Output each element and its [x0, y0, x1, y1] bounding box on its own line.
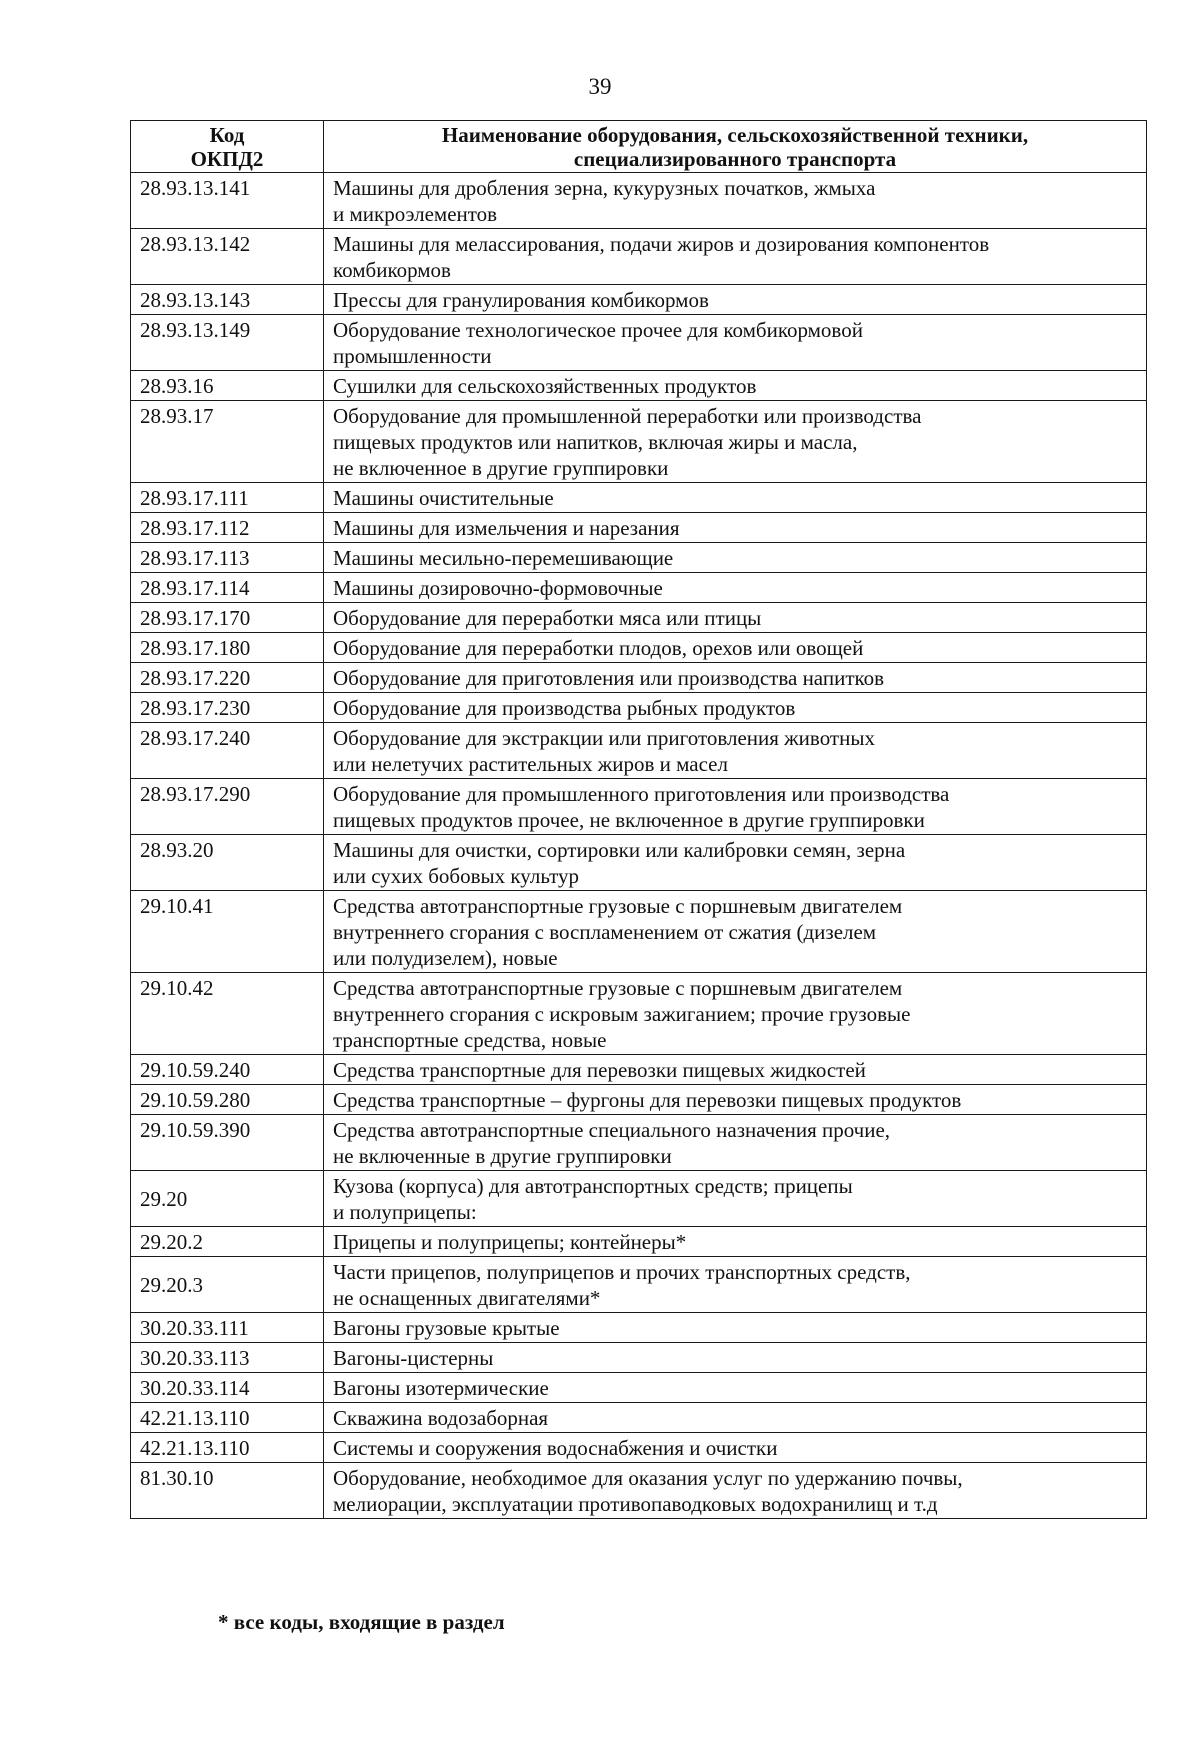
header-name: Наименование оборудования, сельскохозяйственной техники, специализированного транспорта: [324, 121, 1147, 173]
okpd2-code-cell: 30.20.33.113: [131, 1343, 324, 1373]
table-row: [131, 973, 1147, 1055]
okpd2-code-cell: 42.21.13.110: [131, 1433, 324, 1463]
equipment-name-cell: Машины месильно-перемешивающие: [324, 543, 1147, 573]
equipment-name-cell: Машины очистительные: [324, 483, 1147, 513]
table-row: [131, 835, 1147, 891]
equipment-name-cell: Оборудование для переработки мяса или птицы: [324, 603, 1147, 633]
okpd2-code-cell: 28.93.17.111: [131, 483, 324, 513]
table-row: [131, 723, 1147, 779]
okpd2-code-cell: 28.93.16: [131, 371, 324, 401]
okpd2-code-cell: 81.30.10: [131, 1463, 324, 1519]
okpd2-code-cell: 28.93.13.143: [131, 285, 324, 315]
okpd2-code-cell: 28.93.13.141: [131, 173, 324, 229]
okpd2-code-cell: 42.21.13.110: [131, 1403, 324, 1433]
equipment-name-cell: Средства транспортные – фургоны для перевозки пищевых продуктов: [324, 1085, 1147, 1115]
equipment-name-cell: Части прицепов, полуприцепов и прочих транспортных средств, не оснащенных двигателями*: [324, 1257, 1147, 1313]
okpd2-code-cell: 29.10.59.390: [131, 1115, 324, 1171]
table-row: [131, 229, 1147, 285]
equipment-name-cell: Прессы для гранулирования комбикормов: [324, 285, 1147, 315]
table-row: [131, 285, 1147, 315]
table-row: [131, 693, 1147, 723]
table-row: [131, 1373, 1147, 1403]
equipment-name-cell: Оборудование для производства рыбных продуктов: [324, 693, 1147, 723]
okpd2-code-cell: 28.93.17.114: [131, 573, 324, 603]
table-row: [131, 573, 1147, 603]
equipment-name-cell: Кузова (корпуса) для автотранспортных средств; прицепы и полуприцепы:: [324, 1171, 1147, 1227]
table-row: [131, 1227, 1147, 1257]
table-row: [131, 663, 1147, 693]
okpd2-code-cell: 29.10.59.280: [131, 1085, 324, 1115]
header-code: Код ОКПД2: [131, 121, 324, 173]
equipment-name-cell: Вагоны-цистерны: [324, 1343, 1147, 1373]
table-row: [131, 401, 1147, 483]
table-row: [131, 1115, 1147, 1171]
table-row: [131, 483, 1147, 513]
table-header-row: [131, 121, 1147, 173]
table-row: [131, 1343, 1147, 1373]
okpd2-code-cell: 28.93.17.113: [131, 543, 324, 573]
table-row: [131, 1313, 1147, 1343]
equipment-name-cell: Оборудование для промышленной переработки или производства пищевых продуктов или напитков, включая жиры и масла, не включенное в другие группировки: [324, 401, 1147, 483]
okpd2-code-cell: 29.10.42: [131, 973, 324, 1055]
equipment-name-cell: Вагоны изотермические: [324, 1373, 1147, 1403]
table-row: [131, 1463, 1147, 1519]
equipment-name-cell: Машины для мелассирования, подачи жиров и дозирования компонентов комбикормов: [324, 229, 1147, 285]
equipment-name-cell: Прицепы и полуприцепы; контейнеры*: [324, 1227, 1147, 1257]
okpd2-code-cell: 28.93.17.240: [131, 723, 324, 779]
equipment-name-cell: Оборудование для экстракции или приготовления животных или нелетучих растительных жиров и масел: [324, 723, 1147, 779]
table-row: [131, 779, 1147, 835]
equipment-name-cell: Средства транспортные для перевозки пищевых жидкостей: [324, 1055, 1147, 1085]
equipment-name-cell: Машины для очистки, сортировки или калибровки семян, зерна или сухих бобовых культур: [324, 835, 1147, 891]
equipment-name-cell: Машины дозировочно-формовочные: [324, 573, 1147, 603]
okpd2-code-cell: 28.93.13.149: [131, 315, 324, 371]
equipment-name-cell: Оборудование для промышленного приготовления или производства пищевых продуктов прочее, не включенное в другие группировки: [324, 779, 1147, 835]
okpd2-code-cell: 29.20.3: [131, 1257, 324, 1313]
okpd2-code-cell: 28.93.17.170: [131, 603, 324, 633]
table-row: [131, 1085, 1147, 1115]
equipment-name-cell: Оборудование, необходимое для оказания услуг по удержанию почвы, мелиорации, эксплуатации противопаводковых водохранилищ и т.д: [324, 1463, 1147, 1519]
okpd2-code-cell: 29.20.2: [131, 1227, 324, 1257]
page-number: 39: [588, 74, 612, 99]
okpd2-code-cell: 28.93.17: [131, 401, 324, 483]
table-row: [131, 633, 1147, 663]
equipment-name-cell: Скважина водозаборная: [324, 1403, 1147, 1433]
okpd2-code-cell: 28.93.17.290: [131, 779, 324, 835]
okpd2-code-cell: 29.10.41: [131, 891, 324, 973]
equipment-name-cell: Системы и сооружения водоснабжения и очистки: [324, 1433, 1147, 1463]
table-row: [131, 315, 1147, 371]
okpd2-code-cell: 28.93.13.142: [131, 229, 324, 285]
table-row: [131, 1403, 1147, 1433]
table-row: [131, 371, 1147, 401]
okpd2-code-cell: 29.20: [131, 1171, 324, 1227]
equipment-name-cell: Оборудование для переработки плодов, орехов или овощей: [324, 633, 1147, 663]
okpd2-code-cell: 28.93.20: [131, 835, 324, 891]
okpd2-code-cell: 28.93.17.220: [131, 663, 324, 693]
table-row: [131, 173, 1147, 229]
footnote: * все коды, входящие в раздел: [218, 1610, 505, 1634]
okpd2-code-cell: 28.93.17.112: [131, 513, 324, 543]
table-row: [131, 1055, 1147, 1085]
equipment-name-cell: Средства автотранспортные грузовые с поршневым двигателем внутреннего сгорания с воспламенением от сжатия (дизелем или полудизелем), новые: [324, 891, 1147, 973]
equipment-name-cell: Средства автотранспортные грузовые с поршневым двигателем внутреннего сгорания с искровым зажиганием; прочие грузовые транспортные средства, новые: [324, 973, 1147, 1055]
table-row: [131, 543, 1147, 573]
table-row: [131, 891, 1147, 973]
equipment-name-cell: Сушилки для сельскохозяйственных продуктов: [324, 371, 1147, 401]
okpd2-code-cell: 30.20.33.114: [131, 1373, 324, 1403]
table-row: [131, 1171, 1147, 1227]
table-row: [131, 513, 1147, 543]
table-row: [131, 603, 1147, 633]
equipment-name-cell: Оборудование технологическое прочее для комбикормовой промышленности: [324, 315, 1147, 371]
equipment-name-cell: Вагоны грузовые крытые: [324, 1313, 1147, 1343]
okpd2-code-cell: 28.93.17.180: [131, 633, 324, 663]
okpd2-code-cell: 28.93.17.230: [131, 693, 324, 723]
okpd2-equipment-table: [130, 120, 1147, 1519]
table-body: [131, 173, 1147, 1519]
equipment-name-cell: Оборудование для приготовления или производства напитков: [324, 663, 1147, 693]
table-row: [131, 1257, 1147, 1313]
table-row: [131, 1433, 1147, 1463]
okpd2-code-cell: 29.10.59.240: [131, 1055, 324, 1085]
okpd2-code-cell: 30.20.33.111: [131, 1313, 324, 1343]
equipment-name-cell: Машины для измельчения и нарезания: [324, 513, 1147, 543]
equipment-name-cell: Средства автотранспортные специального назначения прочие, не включенные в другие группировки: [324, 1115, 1147, 1171]
equipment-name-cell: Машины для дробления зерна, кукурузных початков, жмыха и микроэлементов: [324, 173, 1147, 229]
